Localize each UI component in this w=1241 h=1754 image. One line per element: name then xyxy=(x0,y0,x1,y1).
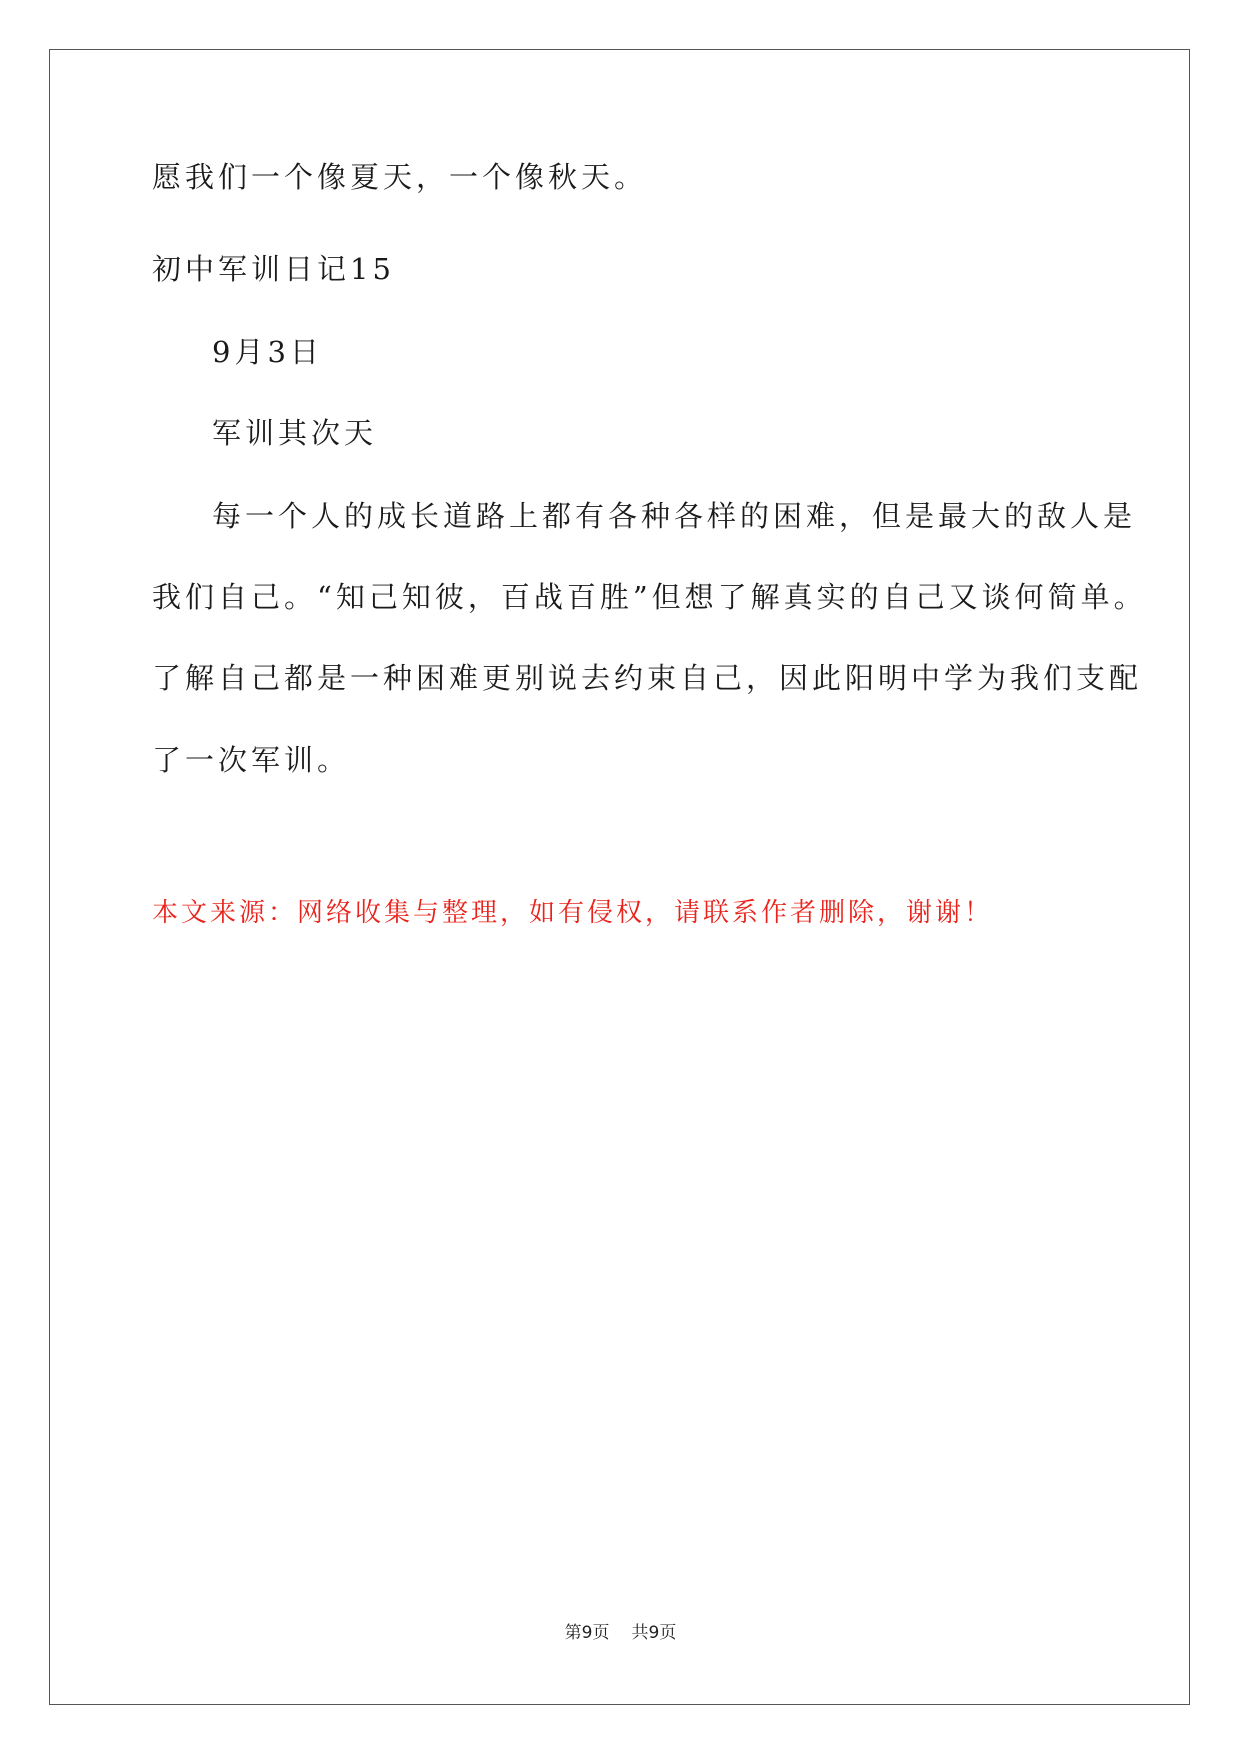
diary-subtitle: 军训其次天 xyxy=(212,416,378,450)
closing-sentence: 愿我们一个像夏天，一个像秋天。 xyxy=(152,160,648,194)
diary-title: 初中军训日记15 xyxy=(152,252,395,286)
source-note: 本文来源：网络收集与整理，如有侵权，请联系作者删除，谢谢！ xyxy=(152,898,994,928)
page-border xyxy=(49,49,1190,1705)
total-pages-label: 共9页 xyxy=(631,1623,677,1643)
paragraph-line-1: 每一个人的成长道路上都有各种各样的困难，但是最大的敌人是 xyxy=(212,499,1137,533)
diary-date: 9月3日 xyxy=(212,335,323,369)
page-footer xyxy=(0,1625,1241,1642)
paragraph-line-2: 我们自己。“知己知彼，百战百胜”但想了解真实的自己又谈何简单。 xyxy=(152,580,1147,614)
paragraph-line-4: 了一次军训。 xyxy=(152,743,351,777)
current-page-label: 第9页 xyxy=(564,1623,610,1643)
paragraph-line-3: 了解自己都是一种困难更别说去约束自己，因此阳明中学为我们支配 xyxy=(152,661,1143,695)
